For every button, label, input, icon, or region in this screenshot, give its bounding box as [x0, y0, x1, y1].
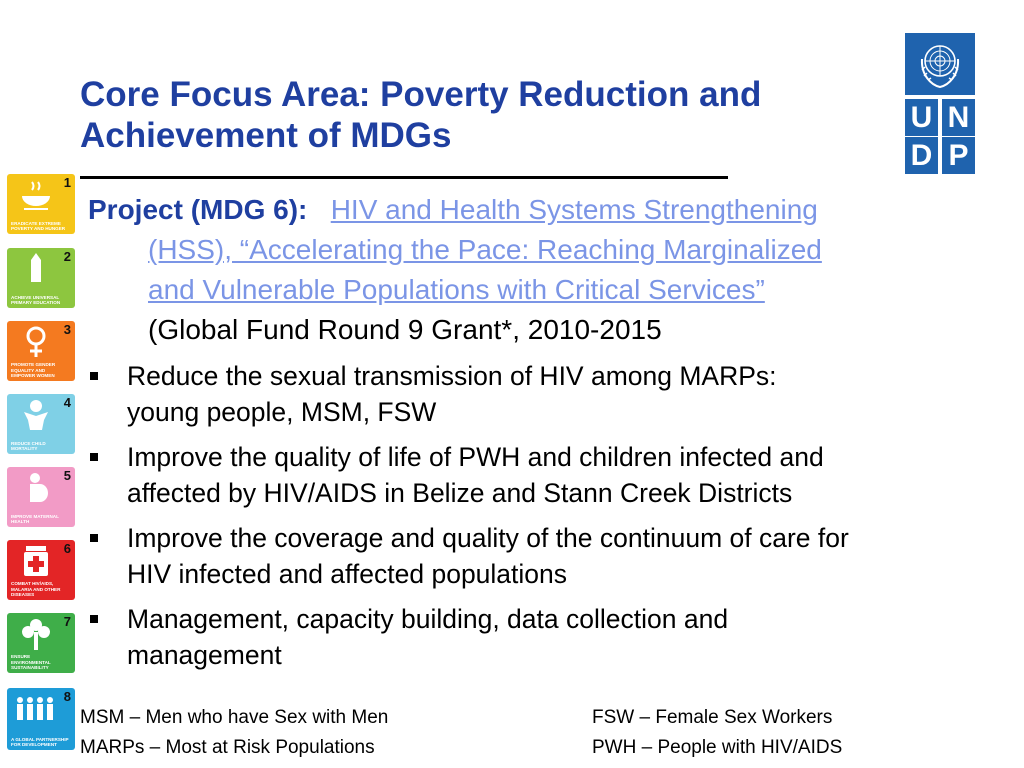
child-icon [14, 398, 58, 432]
mdg-number: 2 [63, 249, 71, 264]
mdg-number: 1 [63, 175, 71, 190]
logo-letter-n: N [942, 99, 975, 136]
project-grant-line: (Global Fund Round 9 Grant*, 2010-2015 [148, 314, 662, 345]
logo-letter-d: D [905, 137, 938, 174]
medicine-icon [14, 544, 58, 578]
footnote-fsw: FSW – Female Sex Workers [592, 707, 833, 728]
mdg-caption: ERADICATE EXTREME POVERTY AND HUNGER [11, 220, 66, 231]
bullet-square-icon [90, 453, 98, 461]
mdg-caption: A GLOBAL PARTNERSHIP FOR DEVELOPMENT [11, 736, 69, 747]
un-emblem-icon [905, 33, 975, 95]
mdg-number: 8 [63, 689, 71, 704]
project-line-2 [88, 230, 980, 270]
mdg-caption: ACHIEVE UNIVERSAL PRIMARY EDUCATION [11, 294, 61, 305]
mdg-number: 7 [63, 614, 71, 629]
female-symbol-icon [14, 325, 58, 359]
logo-letter-u: U [905, 99, 938, 136]
footnote-pwh: PWH – People with HIV/AIDS [592, 737, 843, 758]
slide-title [80, 74, 880, 156]
mdg-caption: COMBAT HIV/AIDS, MALARIA AND OTHER DISEASES [11, 581, 61, 597]
mdg-icon-1 [7, 174, 75, 234]
mdg-icon-4 [7, 394, 75, 454]
mdg-caption: ENSURE ENVIRONMENTAL SUSTAINABILITY [11, 654, 51, 670]
mdg-icon-2 [7, 248, 75, 308]
mdg-icon-6 [7, 540, 75, 600]
project-paragraph [88, 190, 980, 350]
mdg-number: 4 [63, 395, 71, 410]
mdg-icon-5 [7, 467, 75, 527]
mdg-number: 3 [63, 322, 71, 337]
mdg-number: 5 [63, 468, 71, 483]
mdg-caption: IMPROVE MATERNAL HEALTH [11, 513, 59, 524]
logo-letter-p: P [942, 137, 975, 174]
mdg-icon-7 [7, 613, 75, 673]
footnote-msm: MSM – Men who have Sex with Men [80, 707, 389, 728]
footnote-marps: MARPs – Most at Risk Populations [80, 737, 375, 758]
bowl-icon [14, 178, 58, 212]
title-line-2: Achievement of MDGs [80, 116, 452, 155]
objective-bullet-list [88, 358, 988, 682]
project-link-part-2[interactable]: (HSS), “Accelerating the Pace: Reaching Marginalized [148, 234, 822, 265]
bullet-square-icon [90, 615, 98, 623]
project-line-1 [88, 190, 980, 230]
mother-icon [14, 471, 58, 505]
project-label: Project (MDG 6): [88, 194, 308, 225]
title-underline [80, 176, 728, 179]
mdg-icon-3 [7, 321, 75, 381]
project-link-part-1[interactable]: HIV and Health Systems Strengthening [330, 194, 818, 225]
mdg-number: 6 [63, 541, 71, 556]
leaf-icon [14, 617, 58, 651]
bullet-item: Reduce the sexual transmission of HIV among MARPs: young people, MSM, FSW [88, 358, 988, 430]
undp-logo [905, 33, 975, 173]
pencil-icon [14, 252, 58, 286]
project-line-3 [88, 270, 980, 310]
bullet-square-icon [90, 534, 98, 542]
bullet-item: Improve the coverage and quality of the continuum of care for HIV infected and affected populations [88, 520, 988, 592]
title-line-1: Core Focus Area: Poverty Reduction and [80, 75, 762, 114]
people-icon [14, 692, 58, 726]
bullet-square-icon [90, 372, 98, 380]
mdg-caption: PROMOTE GENDER EQUALITY AND EMPOWER WOMEN [11, 362, 56, 378]
project-link-part-3[interactable]: and Vulnerable Populations with Critical Services” [148, 274, 765, 305]
mdg-icon-8 [7, 688, 75, 750]
bullet-item: Management, capacity building, data collection and management [88, 601, 988, 673]
mdg-caption: REDUCE CHILD MORTALITY [11, 440, 46, 451]
bullet-item: Improve the quality of life of PWH and children infected and affected by HIV/AIDS in Belize and Stann Creek Districts [88, 439, 988, 511]
